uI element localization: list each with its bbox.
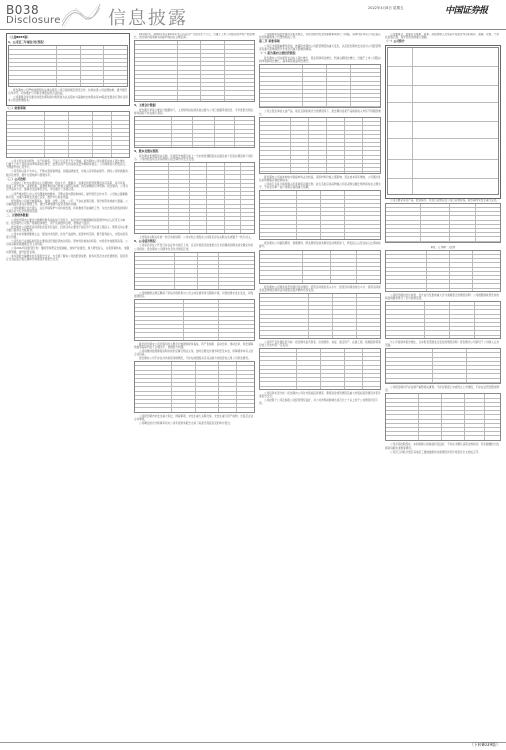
data-table (134, 40, 255, 102)
profile-table (387, 47, 499, 195)
data-table (385, 348, 501, 384)
data-table (385, 393, 501, 441)
header-divider (0, 29, 506, 30)
data-table (8, 45, 128, 87)
data-table (259, 190, 381, 240)
data-table (259, 348, 381, 390)
wave-graphic-icon (60, 2, 102, 28)
column-heading: 1、公司近三年现金分红情况 (8, 39, 44, 44)
data-table (134, 361, 255, 413)
data-table (134, 116, 255, 148)
data-table (259, 64, 381, 108)
column-heading: 3、主要会计数据 (134, 103, 156, 108)
masthead-logo: 中国证券报 (445, 6, 488, 16)
issue-date: 2022年4月8日 星期五 (368, 6, 404, 10)
column-heading: 第三节 重要事项 (259, 39, 280, 44)
column-1: （上接B037版） 1、公司近三年现金分红情况 报告期内公司严格按照相关法律法规及公司章程的规定规范运作，持续完善公司治理结构，提升规范运作水平，切实维护公司和全体股东的合法权益。 公司董事会审议通过的报告期利润分配预案为以总股本为基数向全体股东每10股派发现金红利并以资本公积金转增股本。 （二）重要事项 公司主营业务为研发、生产和销售，产品广泛应用于多个领域。报告期内公司实现营业收入同比增长，归属于上市公司股东的净利润同比增长，经营活动产生的现金流量净额保持稳定。公司持续加大研发投入，不断提升核心竞争力。 公司坚持以客户为中心，不断完善营销网络，加强品牌建设，市场占有率稳步提升。同时公司积极推进数字化转型，提升运营效率与管理水平。 （三）公司治理 公司建立了较为完善的法人治理结构，股东大会、董事会、监事会和经营管理层各司其职、各尽其责，形成了权力机构、决策机构、监督机构和执行机构之间相互协调、相互制衡的运作机制。报告期内，公司共召开股东大会、董事会及监事会会议，审议通过了各项议案。 公司严格按照上市公司治理准则的要求，不断完善内部控制体系，提升规范运作水平。公司独立董事勤勉尽责，对重大事项发表独立意见，维护中小股东利益。 报告期内公司信息披露真实、准确、完整、及时、公平，不存在虚假记载、误导性陈述或重大遗漏。公司重视投资者关系管理工作，通过多种渠道与投资者保持沟通。 公司积极履行社会责任，关注环境保护与可持续发展，持续推进节能减排工作，为社会创造价值的同时实现企业与社会的和谐发展。 二、主要财务数据 公司报告期内主要会计数据和财务指标如下表所示，本报告所列数据除特别说明外均以人民币元为单位。报告期内公司资产规模稳步增长，资产负债结构合理，偿债能力良好。 报告期内公司经营活动现金流量状况良好，投资活动主要用于固定资产及在建工程投入，筹资活动主要为银行借款及分配股利。 公司未来将继续聚焦主业，强化技术创新，优化产品结构，拓展市场空间，提升盈利能力，为股东创造更大价值。 公司所处行业面临的风险主要包括宏观经济波动风险、原材料价格波动风险、市场竞争加剧风险等，公司将采取积极措施应对上述风险。 公司2022年度经营计划：继续坚持既定发展战略，加快产能建设，加大研发投入，完善营销体系，加强内部管理，提升经营业绩。 本年度报告摘要来自年度报告全文，为全面了解本公司的经营成果、财务状况及未来发展规划，投资者应当到证监会指定媒体仔细阅读年度报告全文。 (6, 35, 130, 261)
data-table (134, 162, 255, 234)
column-2: 2019年末、2020年末及2021年末公司总资产分别为若干万元，归属于上市公司股东的净资产稳步增长。报告期内各项财务指标均保持在合理区间。 3、主要会计数据 报告期分季度主要会计数据如下，上述财务指标或其加总数与公司已披露季度报告、半年度报告相关财务指标不存在重大差异。 4、股本及股东情况 报告期末普通股股东总数、年度报告披露日前上一月末的普通股股东总数及前十名股东情况如下表所示。公司控股股东及实际控制人报告期内未发生变更。 上述股东关联关系或一致行动的说明：公司未知上述股东之间是否存在关联关系或属于一致行动人。 5、公司债券情况 公司是否存在公开发行并在证券交易所上市，且在年度报告批准报出日未到期或到期未能全额兑付的公司债券。报告期内公司债券付息兑付情况正常。 公司根据相关规定聘请了资信评级机构对公司主体及债券进行跟踪评级，评级结果未发生变化，评级展望稳定。 截至报告期末公司近两年的主要会计数据和财务指标，资产负债率、流动比率、速动比率、利息保障倍数等指标均处于合理水平，偿债能力较强。 公司将继续按照募集说明书的约定履行相关义务，按时足额支付债券利息及本金，保障债券持有人的合法权益。 报告期内公司不存在对外担保违规情况，不存在控股股东及其关联方非经营性占用公司资金情况。 公司报告期内未发生重大诉讼、仲裁事项，未发生重大关联交易，未发生重大资产收购、出售及企业合并事项。 公司聘任的会计师事务所对公司年度财务报告出具了标准无保留意见的审计报告。 (134, 33, 255, 426)
section-name-cn: 信息披露 (108, 8, 188, 29)
continued-to-label: （下转B039版） (469, 742, 500, 747)
data-table (6, 111, 130, 158)
data-table (259, 293, 381, 339)
column-heading: 4、股本及股东情况 (134, 148, 159, 153)
table-unit-caption: 单位：元 币种：人民币 (430, 245, 456, 249)
data-table (385, 203, 501, 243)
column-heading: （三）公司治理 (6, 176, 26, 181)
column-heading: （一）报告期内主要经营情况 (259, 50, 296, 55)
continued-from-label: （上接B037版） (8, 35, 30, 39)
column-3: 公司根据实际经营情况及相关规定，对报告期内发生的重要事项进行了披露，具体内容详见公司在指定信息披露媒体上刊登的相关公告。 第三节 重要事项 公司应当根据重要性原则，披露报告期内公司经营情况的重大变化，以及报告期内发生的对公司经营情况有重大影响和预计未来会有重大影响的事项。 （一）报告期内主要经营情况 报告期内公司实现营业总收入同比增长，营业利润同比增长，利润总额同比增长，归属于上市公司股东的净利润同比增长，基本每股收益同比增长。 公司主营业务收入按产品、地区及销售模式分类情况如下，报告期内各类产品销售收入均有不同程度增长。 报告期内公司成本构成中直接材料占比较高，受原材料价格上涨影响，营业成本有所增加，公司通过优化采购策略有效控制成本。 公司前五名客户销售额占年度销售总额比例、前五名供应商采购额占年度采购总额比例均保持在合理水平，不存在对单一客户或供应商的重大依赖。 报告期内公司销售费用、管理费用、研发费用及财务费用变动情况如下，研发投入占营业收入比例持续提升。 报告期内公司现金流量表项目变动情况：经营活动现金流入小计、经营活动现金流出小计、投资活动现金流量净额及筹资活动现金流量净额均有所变化。 公司资产及负债状况分析：报告期末货币资金、应收账款、存货、固定资产、在建工程、短期借款等项目较上年末均有一定变动。 公司投资状况分析：报告期内公司对外股权投资情况、募集资金使用情况及重大非股权投资情况详见年度报告全文。 公司控股子公司及参股公司经营情况良好，对公司净利润影响达到百分之十以上的子公司情况详见下表。 (259, 33, 381, 406)
data-table (259, 117, 381, 174)
page-header (0, 0, 506, 30)
column-heading: 5、公司债券情况 (134, 238, 156, 243)
column-heading: （一）公司简介 (385, 39, 405, 44)
data-table (385, 250, 501, 292)
footer-divider (0, 742, 506, 743)
column-heading: 二、主要财务数据 (6, 213, 29, 218)
data-table (134, 299, 255, 341)
company-profile-box (385, 45, 501, 199)
column-heading: （二）重要事项 (6, 105, 26, 110)
data-table (385, 301, 501, 339)
section-name-en: Disclosure (6, 15, 61, 26)
continued-notice-box: （上接B037版） 1、公司近三年现金分红情况 报告期内公司严格按照相关法律法规及公司章程的规定规范运作，持续完善公司治理结构，提升规范运作水平，切实维护公司和全体股东的合法权益。 公司董事会审议通过的报告期利润分配预案为以总股本为基数向全体股东每10股派发现金红利并以资本公积金转增股本。 (6, 33, 130, 106)
data-table (259, 250, 381, 284)
column-4: 公司董事会、监事会及董事、监事、高级管理人员保证年度报告内容的真实、准确、完整，不存在虚假记载、误导性陈述或重大遗漏。 （一）公司简介 公司主要业务及产品、经营模式、所处行业情况及公司行业地位等，报告期内未发生重大变化。 单位：元 币种：人民币 公司报告期内会计政策、会计估计变更或重大会计差错更正的情况说明：公司根据财政部发布的新准则要求进行了会计政策变更。 与上年度财务报告相比，合并报表范围发生变化的情况说明：报告期内公司新设子公司纳入合并范围。 公司报告期内不存在破产重整相关事项，不存在暂停上市或终止上市情况，不存在处罚及整改情况。 公司及其控股股东、实际控制人的诚信状况良好，不存在未履行法院生效判决、所负数额较大的债务到期未清偿等情况。 公司员工持股计划及其他员工激励措施的实施情况详见年度报告全文相关章节。 (385, 33, 501, 743)
data-table (134, 252, 255, 290)
page-number: B038 (6, 3, 40, 17)
